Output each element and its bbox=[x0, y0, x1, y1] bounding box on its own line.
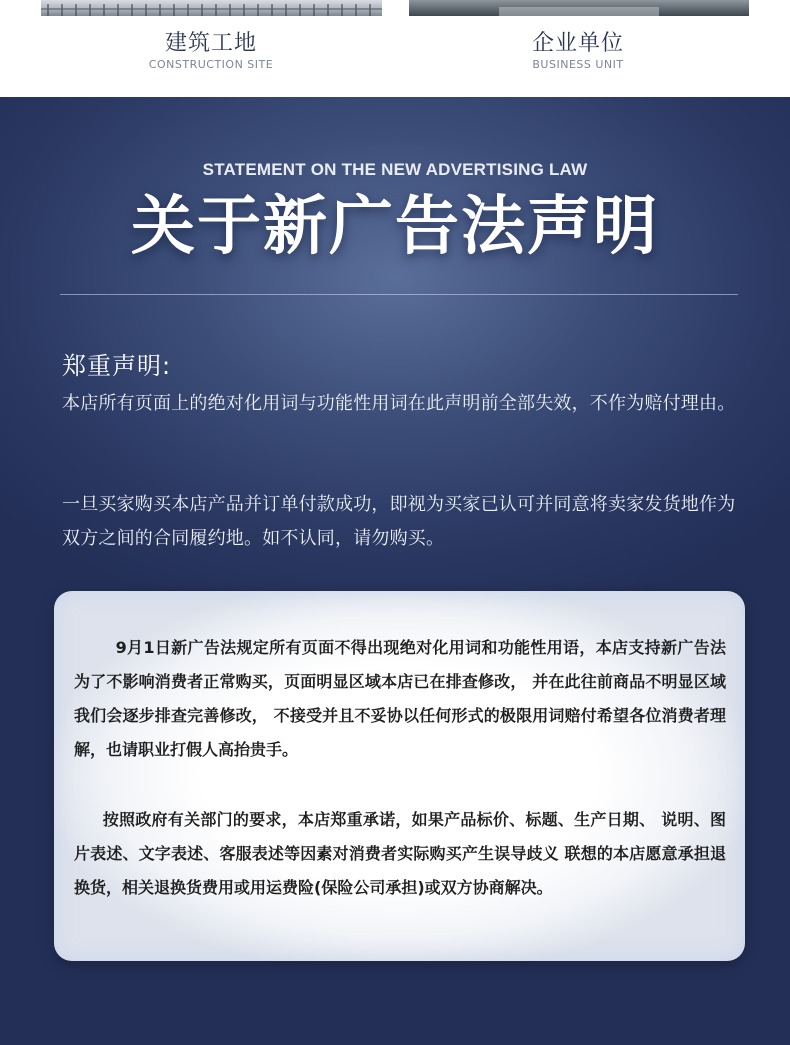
category-section bbox=[0, 0, 790, 97]
construction-site-photo bbox=[41, 0, 382, 16]
statement-title-zh: 关于新广告法声明 bbox=[131, 190, 659, 264]
business-unit-subtitle: BUSINESS UNIT bbox=[532, 58, 624, 71]
construction-site-subtitle: CONSTRUCTION SITE bbox=[148, 58, 274, 71]
business-unit-title: 企业单位 bbox=[531, 31, 624, 56]
declaration-heading: 郑重声明: bbox=[62, 352, 172, 380]
declaration-paragraph-2: 一旦买家购买本店产品并订单付款成功，即视为买家已认可并同意将卖家发货地作为双方之间的合同履约地。如不认同，请勿购买。 bbox=[62, 494, 736, 549]
notice-paragraph-2: 按照政府有关部门的要求，本店郑重承诺，如果产品标价、标题、生产日期、 说明、图片表述、文字表述、客服表述等因素对消费者实际购买产生误导歧义 联想的本店愿意承担退换货，相关退换货费用或用运费险(保险公司承担)或双方协商解决。 bbox=[74, 810, 726, 897]
statement-title-en: STATEMENT ON THE NEW ADVERTISING LAW bbox=[202, 160, 588, 179]
construction-site-caption bbox=[61, 30, 361, 72]
notice-paragraph-1: 9月1日新广告法规定所有页面不得出现绝对化用词和功能性用语，本店支持新广告法为了不影响消费者正常购买，页面明显区域本店已在排查修改， 并在此往前商品不明显区域我们会逐步排查完善修改， 不接受并且不妥协以任何形式的极限用词赔付希望各位消费者理解，也请职业打假人高抬贵手。 bbox=[74, 638, 726, 759]
title-divider bbox=[60, 294, 738, 295]
business-unit-caption bbox=[428, 30, 728, 72]
notice-card bbox=[54, 591, 745, 961]
statement-section bbox=[0, 97, 790, 1045]
declaration-paragraph-1: 本店所有页面上的绝对化用词与功能性用词在此声明前全部失效，不作为赔付理由。 bbox=[62, 393, 736, 414]
business-unit-photo bbox=[409, 0, 749, 16]
construction-site-title: 建筑工地 bbox=[164, 31, 257, 56]
